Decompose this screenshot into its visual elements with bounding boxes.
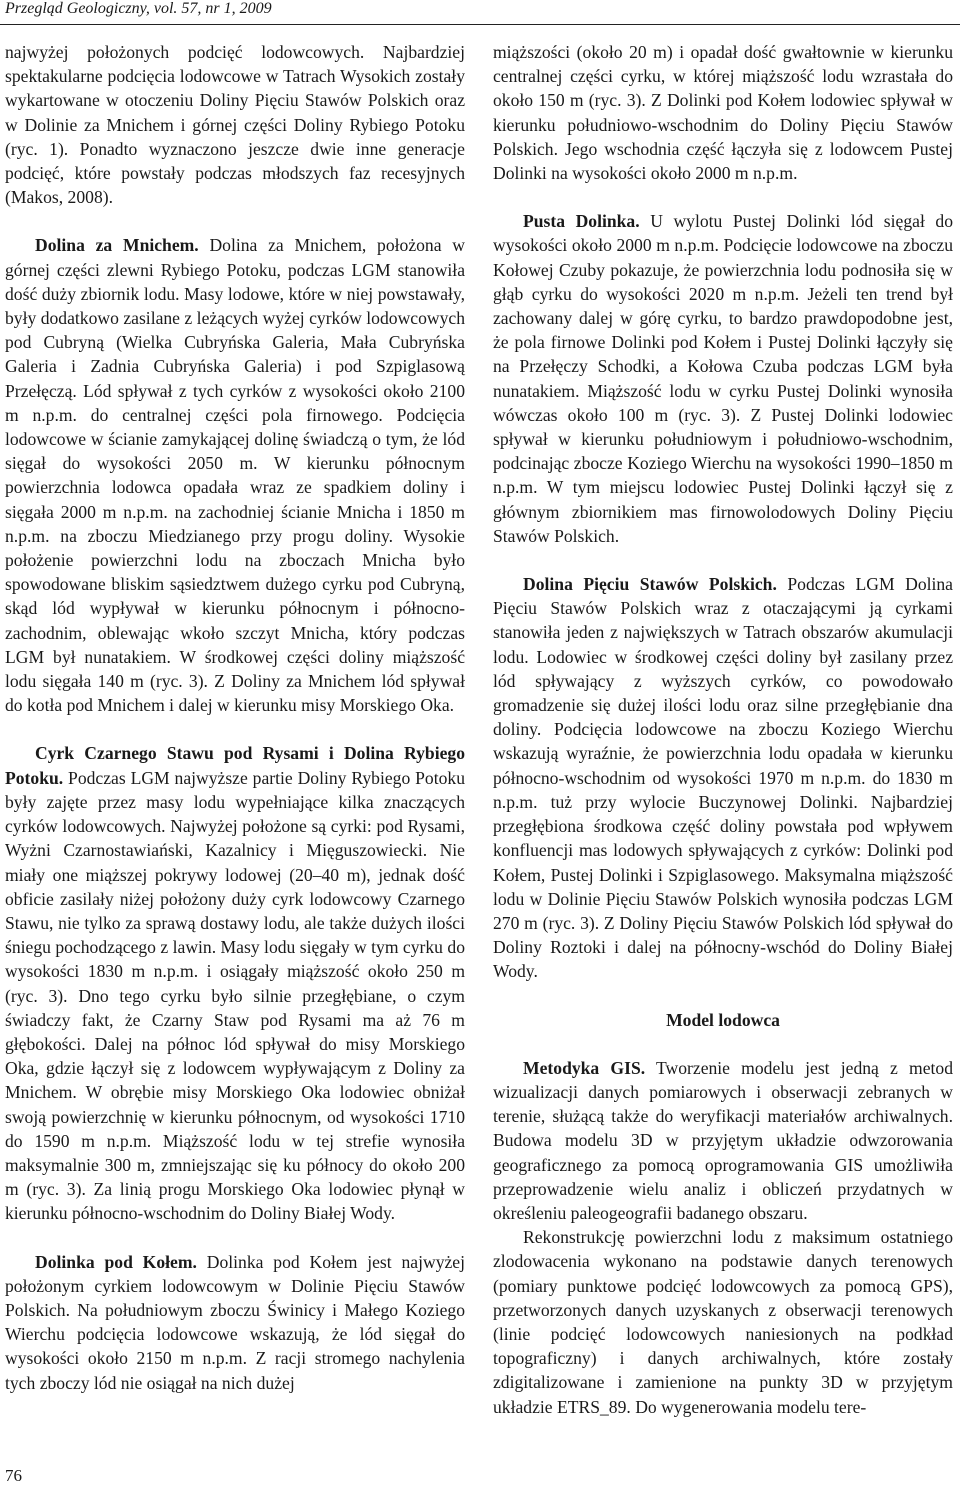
paragraph-text: Tworzenie modelu jest jedną z metod wizualizacji danych pomiarowych i obserwacji zebranych w terenie, służącą także do weryfikacji materiałów archiwalnych. Budowa modelu 3D w przyjętym układzie odwzorowania geograficznego za pomocą oprogramowania GIS umożliwiła przeprowadzenie wielu analiz i obliczeń przydatnych w określeniu paleogeografii badanego obszaru. (493, 1057, 953, 1223)
paragraph-cyrk-czarnego-stawu (5, 741, 465, 1225)
paragraph-text: U wylotu Pustej Dolinki lód sięgał do wysokości około 2000 m n.p.m. Podcięcie lodowcowe na zboczu Kołowej Czuby pokazuje, że powierzchnia lodu podnosiła się w głąb cyrku do wysokości 2020 m n.p.m. Jeżeli ten trend był zachowany dalej w górę cyrku, to bardzo prawdopodobne jest, że pola firnowe Dolinki pod Kołem i Pustej Dolinki łączyły się na Przełęczy Schodki, a Kołowa Czuba podczas LGM była nunatakiem. Miąższość lodu w cyrku Pustej Dolinki wynosiła wówczas około 100 m (ryc. 3). Z Pustej Dolinki lodowiec spływał w kierunku południowym i południowo-wschodnim, podcinając zbocze Koziego Wierchu na wysokości 1990–1850 m n.p.m. W tym miejscu lodowiec Pustej Dolinki łączył się z głównym zbiornikiem mas firnowolodowych Doliny Pięciu Stawów Polskich. (493, 211, 953, 546)
subheading: Dolinka pod Kołem. (35, 1251, 197, 1272)
right-column (493, 40, 953, 1419)
paragraph-text: Podczas LGM najwyższe partie Doliny Rybiego Potoku były zajęte przez masy lodu wypełniające kilka znaczących cyrków lodowcowych. Najwyżej położone są cyrki: pod Rysami, Wyżni Czarnostawiański, Kazalnicy i Mięguszowiecki. Nie miały one miąższej pokrywy lodowej (20–40 m), jednak dość obficie zasilały niżej położony duży cyrk lodowcowy Czarnego Stawu, nie tylko za sprawą dostawy lodu, ale także dużych ilości śniegu pochodzącego z lawin. Masy lodu sięgały w tym cyrku do wysokości 1830 m n.p.m. i osiągały miąższość około 250 m (ryc. 3). Dno tego cyrku było silnie przegłębiane, o czym świadczy fakt, że Czarny Staw pod Rysami ma aż 76 m głębokości. Dalej na północ lód spływał do misy Morskiego Oka, gdzie łączył się z lodowcem wypływającym z Doliny za Mnichem. W obrębie misy Morskiego Oka lodowiec obniżał swoją powierzchnię w kierunku północnym, od wysokości 1710 do 1590 m n.p.m. Miąższość lodu w tej strefie wynosiła maksymalnie 300 m, zmniejszając się ku północy do około 200 m (ryc. 3). Za linią progu Morskiego Oka lodowiec płynął w kierunku północno-wschodnim do Doliny Białej Wody. (5, 767, 465, 1224)
paragraph-text: Dolinka pod Kołem jest najwyżej położonym cyrkiem lodowcowym w Dolinie Pięciu Stawów Polskich. Na południowym zboczu Świnicy i Małego Koziego Wierchu podcięcia lodowcowe wskazują, że lód sięgał do wysokości około 2150 m n.p.m. Z racji stromego nachylenia tych zboczy lód nie osiągał na nich dużej (5, 1251, 465, 1393)
paragraph-text: Dolina za Mnichem, położona w górnej części zlewni Rybiego Potoku, podczas LGM stanowiła dość duży zbiornik lodu. Masy lodowe, które w niej powstawały, były dodatkowo zasilane z leżących wyżej cyrków lodowcowych pod Cubryną (Wielka Cubryńska Galeria, Mała Cubryńska Galeria i Zadnia Cubryńska Galeria) i pod Szpiglasową Przełęczą. Lód spływał z tych cyrków z wysokości około 2100 m n.p.m. do centralnej części pola firnowego. Podcięcia lodowcowe w ścianie zamykającej dolinę świadczą o tym, że lód sięgał do wysokości 2050 m. W kierunku północnym powierzchnia lodowca opadała wraz ze spadkiem doliny i sięgała 2000 m n.p.m. na zachodniej ścianie Mnicha i 1850 m n.p.m. na zboczu Miedzianego przy progu doliny. Wysokie położenie powierzchni lodu na zboczach Mnicha było spowodowane bliskim sąsiedztwem dużego cyrku pod Cubryną, skąd lód wypływał w kierunku północnym i północno-zachodnim, oblewając wkoło szczyt Mnicha, który podczas LGM był nunatakiem. W środkowej części doliny miąższość lodu sięgała 140 m (ryc. 3). Z Doliny za Mnichem lód spływał do kotła pod Mnichem i dalej w kierunku misy Morskiego Oka. (5, 235, 465, 716)
paragraph-dolina-pieciu-stawow (493, 572, 953, 983)
paragraph-dolinka-pod-kolem (5, 1250, 465, 1395)
running-head: Przegląd Geologiczny, vol. 57, nr 1, 2009 (5, 0, 272, 17)
subheading: Cyrk Czarnego Stawu pod Rysami i Dolina Rybiego Potoku. (5, 743, 465, 788)
subheading: Dolina za Mnichem. (35, 235, 199, 256)
paragraph-metodyka-gis (493, 1056, 953, 1225)
paragraph: miąższości (około 20 m) i opadał dość gwałtownie w kierunku centralnej części cyrku, w której miąższość lodu wzrastała do około 150 m (ryc. 3). Z Dolinki pod Kołem lodowiec spływał w kierunku południowo-wschodnim do Doliny Pięciu Stawów Polskich. Jego wschodnia część łączyła się z lodowcem Pustej Dolinki na wysokości około 2000 m n.p.m. (493, 42, 953, 184)
page-number: 76 (5, 1466, 22, 1485)
paragraph: Rekonstrukcję powierzchni lodu z maksimum ostatniego zlodowacenia wykonano na podstawie danych terenowych (pomiary punktowe podcięć lodowcowych za pomocą GPS), przetworzonych danych uzyskanych z obserwacji terenowych (linie podcięć lodowcowych naniesionych na podkład topograficzny) i danych archiwalnych, które zostały zdigitalizowane i zamienione na punkty 3D w przyjętym układzie ETRS_89. Do wygenerowania modelu tere- (493, 1227, 953, 1417)
subheading: Pusta Dolinka. (523, 211, 640, 232)
subheading: Metodyka GIS. (523, 1057, 646, 1078)
paragraph: najwyżej położonych podcięć lodowcowych. Najbardziej spektakularne podcięcia lodowcowe w Tatrach Wysokich zostały wykartowane w otoczeniu Doliny Pięciu Stawów Polskich oraz w Dolinie za Mnichem i górnej części Doliny Rybiego Potoku (ryc. 1). Ponadto wyznaczono jeszcze dwie inne generacje podcięć, które powstały podczas młodszych faz recesyjnych (Makos, 2008). (5, 42, 465, 208)
section-title: Model lodowca (666, 1009, 780, 1030)
paragraph-pusta-dolinka (493, 209, 953, 548)
subheading: Dolina Pięciu Stawów Polskich. (523, 574, 777, 595)
paragraph-dolina-za-mnichem (5, 233, 465, 717)
paragraph-text: Podczas LGM Dolina Pięciu Stawów Polskich wraz z otaczającymi ją cyrkami stanowiła jeden z największych w Tatrach obszarów akumulacji lodu. Lodowiec w środkowej części doliny był zasilany przez lód spływający z wyższych cyrków, co powodowało gromadzenie się dużej ilości lodu oraz silne przegłębianie dna doliny. Podcięcia lodowcowe na zboczu Koziego Wierchu wskazują wyraźnie, że powierzchnia lodu opadała w kierunku północno-wschodnim od wysokości 1970 m n.p.m. do 1830 m n.p.m. tuż przy wylocie Buczynowej Dolinki. Najbardziej przegłębiona środkowa część doliny powstała pod wpływem konfluencji mas lodowych spływających z cyrków: Dolinki pod Kołem, Pustej Dolinki i Szpiglasowego. Maksymalna miąższość lodu w Dolinie Pięciu Stawów Polskich wynosiła podczas LGM 270 m (ryc. 3). Z Doliny Pięciu Stawów Polskich lód spływał do Doliny Roztoki i dalej na północny-wschód do Doliny Białej Wody. (493, 574, 953, 982)
left-column (5, 40, 465, 1395)
header-rule (0, 24, 960, 25)
